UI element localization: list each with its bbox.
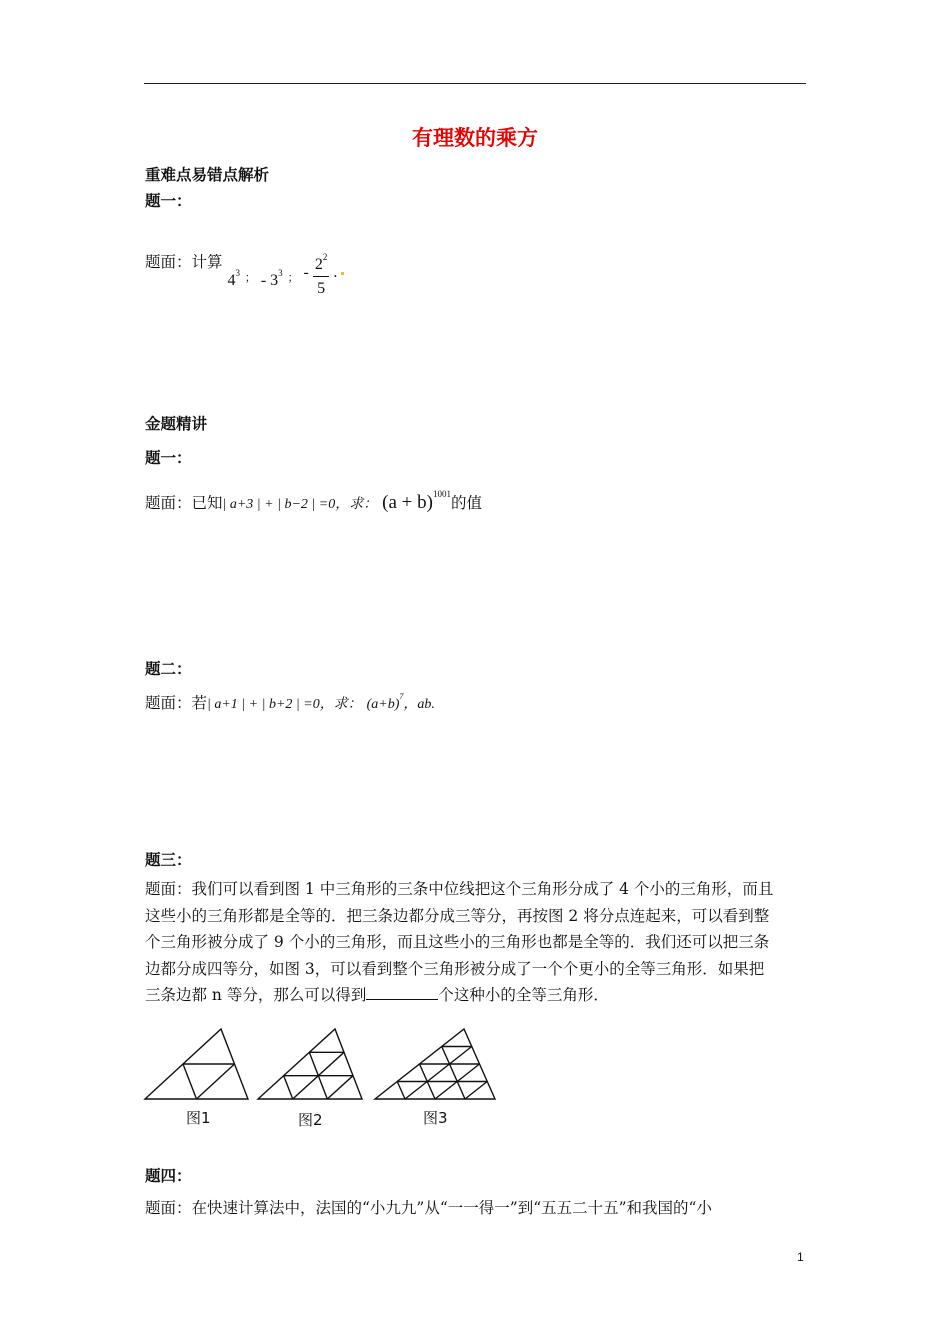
question-prefix: 题面：已知 <box>145 494 223 512</box>
figure-2-label: 图2 <box>298 1111 323 1129</box>
answer-blank[interactable] <box>366 985 438 1000</box>
separator: ； <box>287 271 299 285</box>
expression-fraction <box>304 246 345 301</box>
question-2-4-body: 题面：在快速计算法中，法国的“小九九”从“一一得一”到“五五二十五”和我国的“小 <box>145 1199 712 1217</box>
question-label: 题三： <box>145 850 192 869</box>
triangle-figures <box>140 1024 510 1134</box>
question-2-3-body <box>145 876 810 1009</box>
power-base: (a + b) <box>382 492 433 513</box>
section-heading-golden: 金题精讲 <box>145 414 208 433</box>
question-1-body <box>145 236 344 297</box>
figure-1 <box>145 1029 248 1099</box>
question-2-1-body <box>145 489 482 514</box>
paragraph-line: 这些小的三角形都是全等的．把三条边都分成三等分，再按图 2 将分点连起来，可以看到整 <box>145 906 770 925</box>
question-prefix: 题面：计算 <box>145 253 223 272</box>
power-base: (a+b) <box>366 697 400 712</box>
product-expression: ab. <box>417 697 435 712</box>
paragraph-text: 个这种小的全等三角形． <box>438 986 609 1004</box>
question-suffix: 的值 <box>450 494 482 512</box>
paragraph-line: 边都分成四等分，如图 3，可以看到整个三角形被分成了一个个更小的全等三角形．如果把 <box>145 959 765 978</box>
power-exponent: 7 <box>399 692 404 701</box>
section-heading-analysis: 重难点易错点解析 <box>145 165 270 184</box>
numerator <box>313 246 330 277</box>
figure-1-label: 图1 <box>186 1109 211 1127</box>
paragraph-line <box>145 982 810 1009</box>
absolute-value-expression: | a+1 | + | b+2 | =0，求： <box>207 697 362 712</box>
page-number: 1 <box>797 1250 804 1264</box>
fraction <box>313 246 330 301</box>
expression-4-cubed <box>227 268 240 290</box>
question-label: 题一： <box>145 191 192 210</box>
figure-3-label: 图3 <box>423 1109 448 1127</box>
header-rule <box>144 83 806 84</box>
power-exponent: 1001 <box>432 489 451 499</box>
question-label: 题二： <box>145 659 192 678</box>
numerator-base: 2 <box>314 256 323 273</box>
base: 3 <box>270 272 279 290</box>
expression-neg-3-cubed <box>261 268 283 290</box>
numerator-exponent: 2 <box>322 252 328 262</box>
base: 4 <box>227 272 236 290</box>
marker-dot <box>341 272 344 275</box>
denominator: 5 <box>317 280 326 297</box>
figure-2 <box>258 1029 362 1099</box>
figure-3 <box>375 1029 495 1099</box>
minus-sign: - <box>260 272 271 290</box>
question-prefix: 题面：若 <box>145 694 208 712</box>
question-label: 题一： <box>145 448 192 467</box>
paragraph-line: 题面：我们可以看到图 1 中三角形的三条中位线把这个三角形分成了 4 个小的三角形，而且 <box>145 880 774 898</box>
paragraph-line: 个三角形被分成了 9 个小的三角形，而且这些小的三角形也都是全等的．我们还可以把三条 <box>145 933 770 951</box>
exponent: 3 <box>278 268 283 279</box>
page-title: 有理数的乘方 <box>412 125 538 150</box>
period: . <box>333 264 338 282</box>
absolute-value-expression: | a+3 | + | b−2 | =0，求： <box>222 497 378 512</box>
minus-sign: - <box>303 264 313 282</box>
separator: ； <box>244 271 256 285</box>
question-label: 题四： <box>145 1166 192 1185</box>
exponent: 3 <box>235 268 240 279</box>
question-2-2-body: 题面：若| a+1 | + | b+2 | =0，求： $(a+b)^7$，ab. <box>145 692 435 712</box>
paragraph-text: 三条边都 n 等分，那么可以得到 <box>145 986 367 1004</box>
